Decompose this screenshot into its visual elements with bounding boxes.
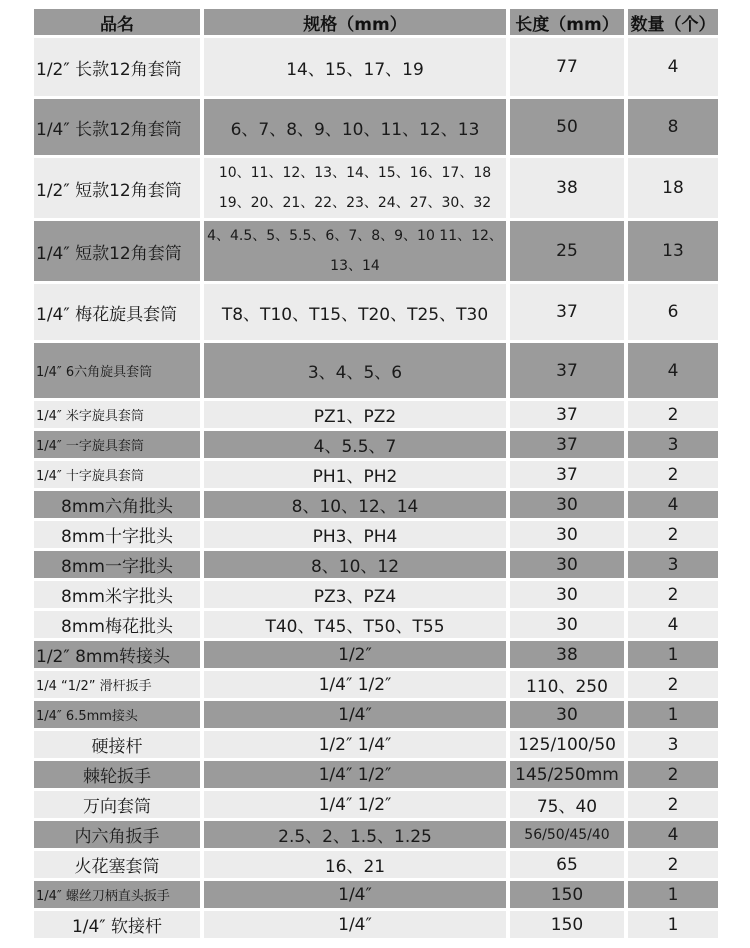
cell-qty: 2 — [628, 851, 718, 878]
table-row — [34, 99, 718, 155]
cell-name: 1/4″ 短款12角套筒 — [34, 221, 200, 281]
cell-length: 30 — [510, 701, 624, 728]
cell-spec: 1/4″ — [204, 911, 506, 938]
cell-spec: 1/4″ — [204, 881, 506, 908]
cell-qty: 2 — [628, 401, 718, 428]
cell-qty: 4 — [628, 343, 718, 398]
cell-qty: 13 — [628, 221, 718, 281]
cell-spec: PZ1、PZ2 — [204, 401, 506, 428]
cell-length: 37 — [510, 461, 624, 488]
cell-spec: 2.5、2、1.5、1.25 — [204, 821, 506, 848]
cell-name: 棘轮扳手 — [34, 761, 200, 788]
table-row — [34, 641, 718, 668]
cell-name: 1/4″ 梅花旋具套筒 — [34, 284, 200, 340]
cell-name: 8mm一字批头 — [34, 551, 200, 578]
table-row — [34, 491, 718, 518]
cell-qty: 2 — [628, 671, 718, 698]
cell-name: 1/4″ 一字旋具套筒 — [34, 431, 200, 458]
table-row — [34, 461, 718, 488]
cell-qty: 2 — [628, 791, 718, 818]
header-name: 品名 — [34, 9, 200, 35]
cell-spec: 8、10、12 — [204, 551, 506, 578]
cell-length: 77 — [510, 38, 624, 96]
cell-name: 8mm梅花批头 — [34, 611, 200, 638]
cell-length: 75、40 — [510, 791, 624, 818]
cell-spec: 8、10、12、14 — [204, 491, 506, 518]
table-row — [34, 791, 718, 818]
cell-length: 37 — [510, 431, 624, 458]
cell-spec: 1/2″ — [204, 641, 506, 668]
cell-spec: 6、7、8、9、10、11、12、13 — [204, 99, 506, 155]
cell-qty: 4 — [628, 491, 718, 518]
cell-length: 30 — [510, 551, 624, 578]
table-row — [34, 731, 718, 758]
cell-spec: PH1、PH2 — [204, 461, 506, 488]
cell-length: 30 — [510, 521, 624, 548]
cell-length: 30 — [510, 611, 624, 638]
table-row — [34, 881, 718, 908]
cell-length: 150 — [510, 881, 624, 908]
cell-length: 65 — [510, 851, 624, 878]
cell-spec: 4、5.5、7 — [204, 431, 506, 458]
cell-length: 37 — [510, 284, 624, 340]
cell-qty: 6 — [628, 284, 718, 340]
cell-spec: 10、11、12、13、14、15、16、17、18 19、20、21、22、23、24、27、30、32 — [204, 158, 506, 218]
table-row — [34, 911, 718, 938]
cell-spec: 1/4″ 1/2″ — [204, 791, 506, 818]
cell-spec: PZ3、PZ4 — [204, 581, 506, 608]
cell-name: 1/2″ 长款12角套筒 — [34, 38, 200, 96]
table-row — [34, 611, 718, 638]
cell-qty: 2 — [628, 461, 718, 488]
cell-length: 150 — [510, 911, 624, 938]
cell-length: 30 — [510, 581, 624, 608]
cell-spec: 16、21 — [204, 851, 506, 878]
header-qty: 数量（个） — [628, 9, 718, 35]
table-row — [34, 761, 718, 788]
parts-table-container — [34, 6, 718, 941]
cell-qty: 2 — [628, 581, 718, 608]
cell-name: 8mm六角批头 — [34, 491, 200, 518]
cell-name: 硬接杆 — [34, 731, 200, 758]
cell-spec: 1/4″ 1/2″ — [204, 671, 506, 698]
table-row — [34, 401, 718, 428]
table-row — [34, 38, 718, 96]
cell-qty: 3 — [628, 731, 718, 758]
cell-spec: T40、T45、T50、T55 — [204, 611, 506, 638]
table-row — [34, 521, 718, 548]
table-row — [34, 431, 718, 458]
cell-name: 内六角扳手 — [34, 821, 200, 848]
cell-qty: 1 — [628, 911, 718, 938]
cell-length: 50 — [510, 99, 624, 155]
table-row — [34, 821, 718, 848]
cell-spec: 1/4″ 1/2″ — [204, 761, 506, 788]
cell-length: 37 — [510, 343, 624, 398]
cell-name: 1/4″ 6.5mm接头 — [34, 701, 200, 728]
header-length: 长度（mm） — [510, 9, 624, 35]
cell-qty: 2 — [628, 761, 718, 788]
parts-table — [30, 6, 722, 941]
table-row — [34, 158, 718, 218]
cell-name: 火花塞套筒 — [34, 851, 200, 878]
cell-spec: PH3、PH4 — [204, 521, 506, 548]
table-row — [34, 701, 718, 728]
cell-name: 1/4″ 米字旋具套筒 — [34, 401, 200, 428]
cell-name: 1/4″ 十字旋具套筒 — [34, 461, 200, 488]
cell-name: 1/2″ 短款12角套筒 — [34, 158, 200, 218]
cell-name: 1/4″ 长款12角套筒 — [34, 99, 200, 155]
cell-name: 万向套筒 — [34, 791, 200, 818]
cell-qty: 4 — [628, 821, 718, 848]
cell-length: 38 — [510, 641, 624, 668]
cell-length: 56/50/45/40 — [510, 821, 624, 848]
cell-qty: 18 — [628, 158, 718, 218]
cell-spec: 14、15、17、19 — [204, 38, 506, 96]
cell-spec: T8、T10、T15、T20、T25、T30 — [204, 284, 506, 340]
cell-spec: 4、4.5、5、5.5、6、7、8、9、10 11、12、13、14 — [204, 221, 506, 281]
cell-qty: 3 — [628, 551, 718, 578]
header-spec: 规格（mm） — [204, 9, 506, 35]
table-row — [34, 851, 718, 878]
cell-name: 1/2″ 8mm转接头 — [34, 641, 200, 668]
cell-qty: 3 — [628, 431, 718, 458]
header-row — [34, 9, 718, 35]
cell-qty: 4 — [628, 38, 718, 96]
cell-length: 37 — [510, 401, 624, 428]
cell-qty: 4 — [628, 611, 718, 638]
cell-length: 125/100/50 — [510, 731, 624, 758]
table-row — [34, 221, 718, 281]
cell-qty: 1 — [628, 641, 718, 668]
cell-spec: 1/4″ — [204, 701, 506, 728]
table-row — [34, 581, 718, 608]
cell-name: 8mm米字批头 — [34, 581, 200, 608]
cell-length: 30 — [510, 491, 624, 518]
cell-name: 1/4″ 螺丝刀柄直头扳手 — [34, 881, 200, 908]
cell-spec: 3、4、5、6 — [204, 343, 506, 398]
cell-name: 1/4″ 6六角旋具套筒 — [34, 343, 200, 398]
cell-qty: 1 — [628, 701, 718, 728]
cell-qty: 1 — [628, 881, 718, 908]
table-row — [34, 551, 718, 578]
cell-length: 110、250 — [510, 671, 624, 698]
cell-length: 145/250mm — [510, 761, 624, 788]
cell-name: 1/4″ 软接杆 — [34, 911, 200, 938]
cell-length: 38 — [510, 158, 624, 218]
cell-length: 25 — [510, 221, 624, 281]
cell-qty: 2 — [628, 521, 718, 548]
table-row — [34, 343, 718, 398]
cell-qty: 8 — [628, 99, 718, 155]
cell-spec: 1/2″ 1/4″ — [204, 731, 506, 758]
cell-name: 1/4 “1/2” 滑杆扳手 — [34, 671, 200, 698]
table-row — [34, 671, 718, 698]
cell-name: 8mm十字批头 — [34, 521, 200, 548]
table-row — [34, 284, 718, 340]
